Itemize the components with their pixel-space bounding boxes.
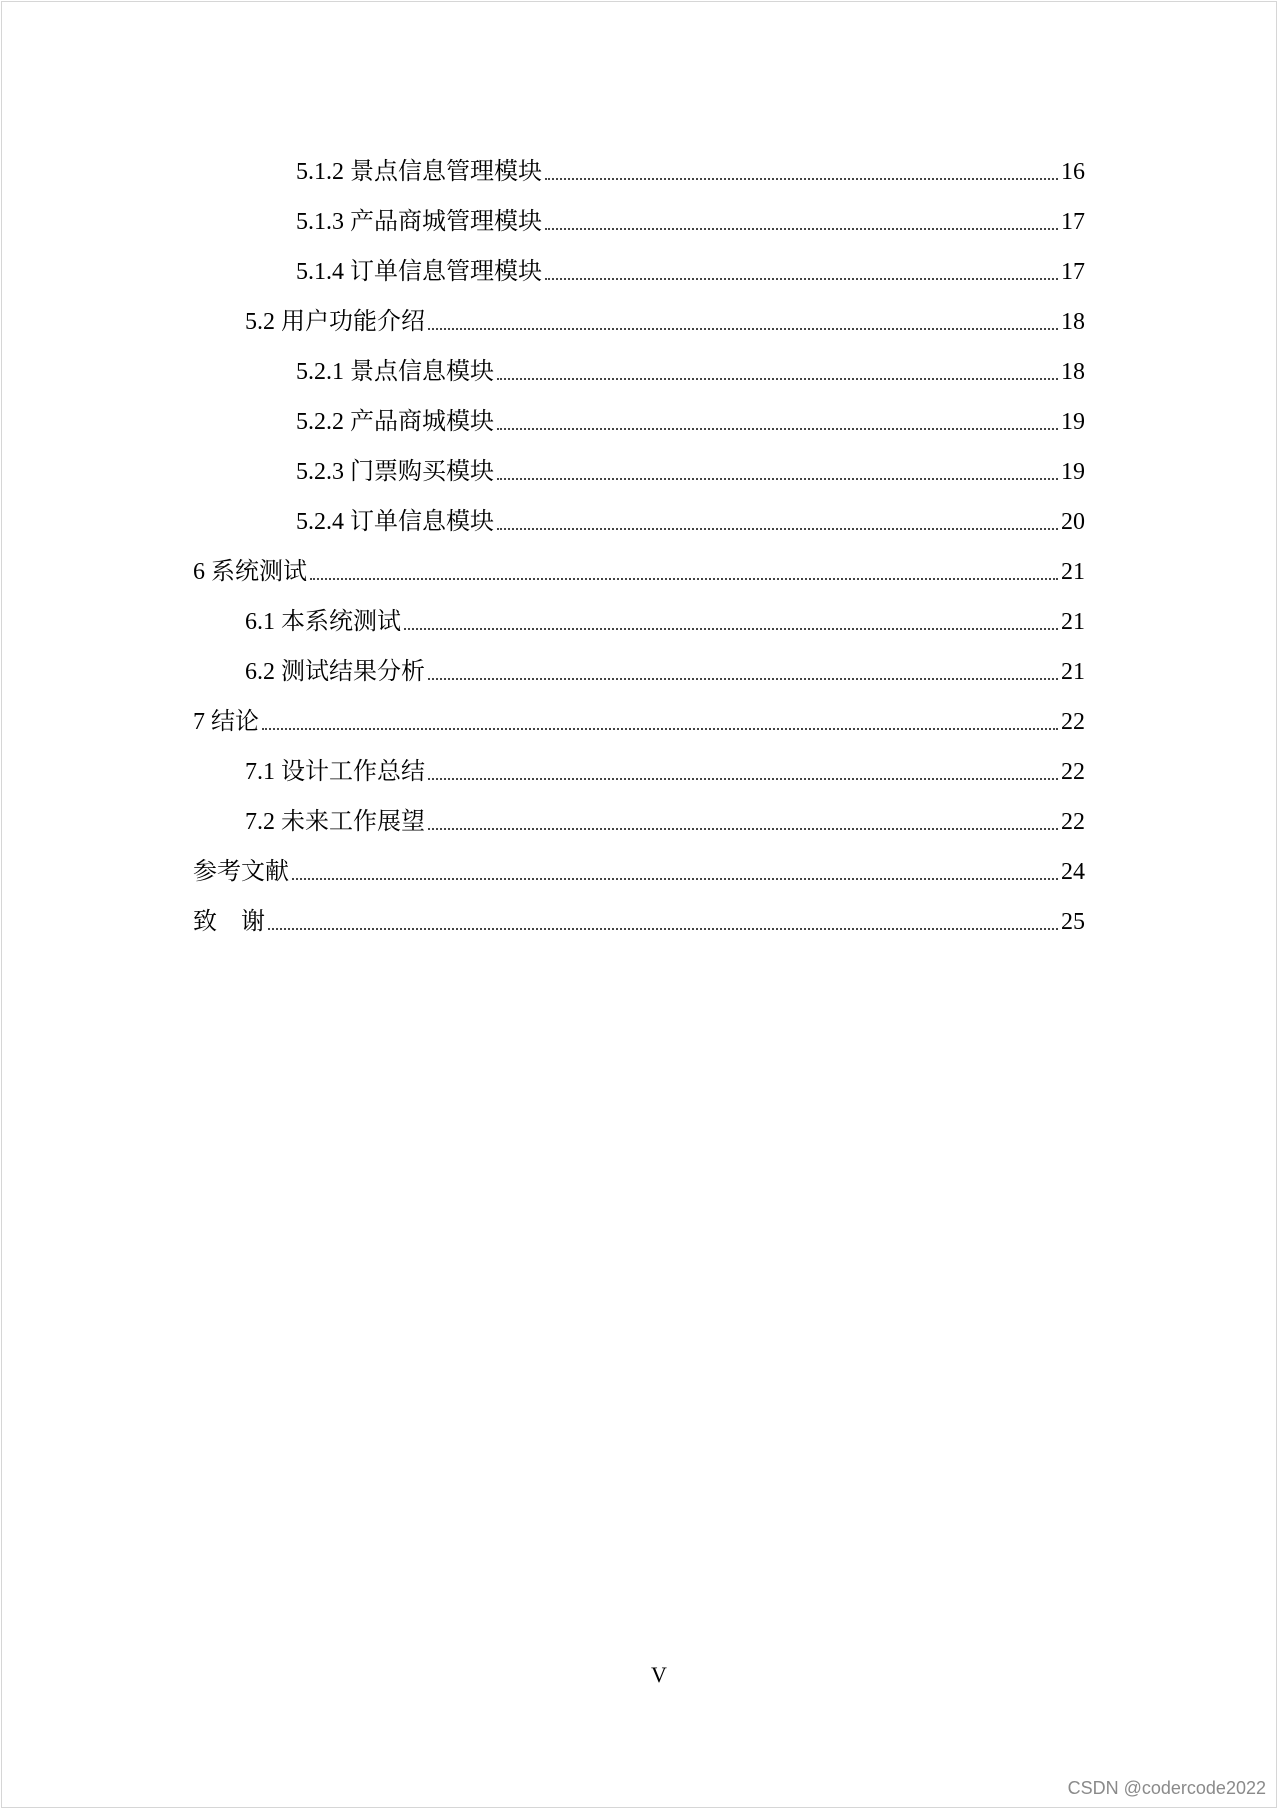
toc-entry-title: 5.1.4 订单信息管理模块 xyxy=(296,259,542,285)
toc-entry-page: 22 xyxy=(1061,759,1085,785)
toc-entry-page: 20 xyxy=(1061,509,1085,535)
dot-leader xyxy=(310,578,1058,580)
toc-entry-title: 5.2.3 门票购买模块 xyxy=(296,459,494,485)
toc-entry-title: 5.2 用户功能介绍 xyxy=(245,309,425,335)
toc-entry-page: 19 xyxy=(1061,459,1085,485)
toc-entry-page: 18 xyxy=(1061,309,1085,335)
toc-entry-title: 6 系统测试 xyxy=(193,559,307,585)
dot-leader xyxy=(497,378,1058,380)
dot-leader xyxy=(404,628,1058,630)
toc-entry-page: 17 xyxy=(1061,259,1085,285)
toc-entry-page: 21 xyxy=(1061,609,1085,635)
toc-entry-title: 5.1.2 景点信息管理模块 xyxy=(296,159,542,185)
toc-entry-title: 7.1 设计工作总结 xyxy=(245,759,425,785)
toc-entry-title: 5.2.2 产品商城模块 xyxy=(296,409,494,435)
toc-entry-page: 21 xyxy=(1061,659,1085,685)
dot-leader xyxy=(545,178,1058,180)
toc-entry-page: 19 xyxy=(1061,409,1085,435)
dot-leader xyxy=(428,778,1058,780)
toc-entry-references[interactable] xyxy=(193,855,1085,889)
toc-entry-page: 22 xyxy=(1061,709,1085,735)
toc-entry-5-2-3[interactable] xyxy=(296,455,1085,489)
toc-entry-title: 致 谢 xyxy=(193,909,265,935)
toc-entry-5-2-1[interactable] xyxy=(296,355,1085,389)
toc-entry-5-1-2[interactable] xyxy=(296,155,1085,189)
dot-leader xyxy=(545,228,1058,230)
dot-leader xyxy=(428,328,1058,330)
toc-entry-5-1-3[interactable] xyxy=(296,205,1085,239)
toc-entry-7[interactable] xyxy=(193,705,1085,739)
toc-entry-title: 7.2 未来工作展望 xyxy=(245,809,425,835)
dot-leader xyxy=(428,678,1058,680)
toc-entry-5-2-4[interactable] xyxy=(296,505,1085,539)
toc-entry-title: 参考文献 xyxy=(193,859,289,885)
toc-entry-title: 5.2.4 订单信息模块 xyxy=(296,509,494,535)
toc-entry-7-1[interactable] xyxy=(245,755,1085,789)
watermark: CSDN @codercode2022 xyxy=(1067,1778,1266,1798)
dot-leader xyxy=(497,528,1058,530)
dot-leader xyxy=(268,928,1058,930)
dot-leader xyxy=(292,878,1058,880)
toc-entry-6[interactable] xyxy=(193,555,1085,589)
toc-entry-page: 25 xyxy=(1061,909,1085,935)
toc-entry-title: 5.1.3 产品商城管理模块 xyxy=(296,209,542,235)
dot-leader xyxy=(497,428,1058,430)
dot-leader xyxy=(545,278,1058,280)
toc-entry-page: 18 xyxy=(1061,359,1085,385)
toc-entry-6-1[interactable] xyxy=(245,605,1085,639)
toc-entry-5-2[interactable] xyxy=(245,305,1085,339)
dot-leader xyxy=(262,728,1058,730)
dot-leader xyxy=(497,478,1058,480)
toc-entry-5-1-4[interactable] xyxy=(296,255,1085,289)
toc-entry-title: 6.2 测试结果分析 xyxy=(245,659,425,685)
page-number: V xyxy=(651,1662,667,1687)
toc-entry-5-2-2[interactable] xyxy=(296,405,1085,439)
dot-leader xyxy=(428,828,1058,830)
toc-entry-page: 21 xyxy=(1061,559,1085,585)
toc-entry-page: 16 xyxy=(1061,159,1085,185)
toc-entry-page: 24 xyxy=(1061,859,1085,885)
toc-entry-7-2[interactable] xyxy=(245,805,1085,839)
toc-entry-page: 22 xyxy=(1061,809,1085,835)
toc-entry-title: 6.1 本系统测试 xyxy=(245,609,401,635)
toc-entry-title: 7 结论 xyxy=(193,709,259,735)
toc-entry-page: 17 xyxy=(1061,209,1085,235)
toc-entry-acknowledgements[interactable] xyxy=(193,905,1085,939)
toc-entry-6-2[interactable] xyxy=(245,655,1085,689)
toc-entry-title: 5.2.1 景点信息模块 xyxy=(296,359,494,385)
